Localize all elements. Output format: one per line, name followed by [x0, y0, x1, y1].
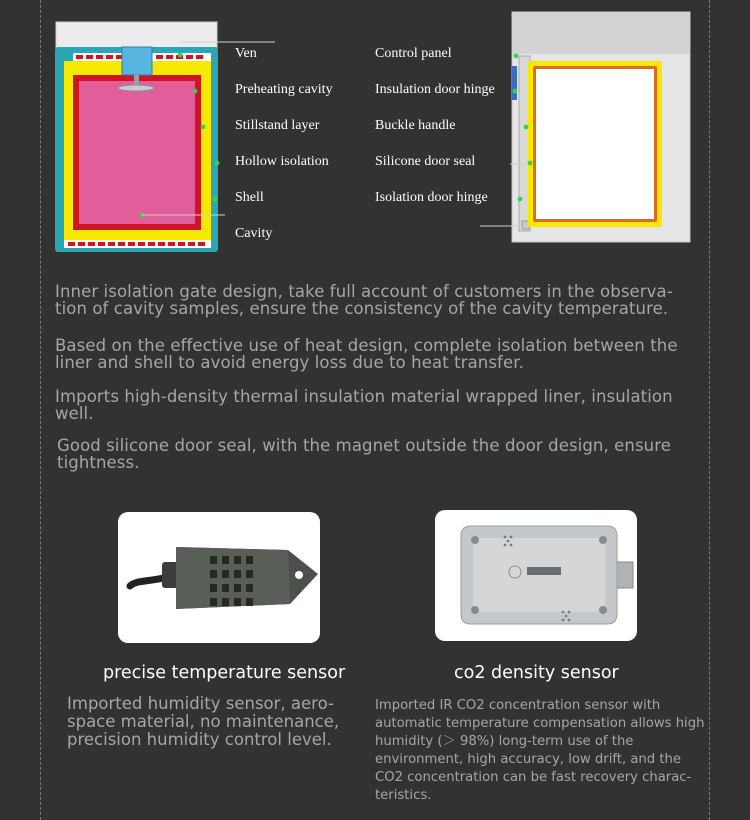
label-insulation-door-hinge: Insulation door hinge — [375, 82, 495, 97]
paragraph-inner-isolation-gate: Inner isolation gate design, take full account of customers in the observa-tion of cavity samples, ensure the consistency of the cavity temperature. — [55, 282, 673, 318]
label-silicone-door-seal: Silicone door seal — [375, 154, 476, 169]
label-preheating-cavity: Preheating cavity — [235, 82, 333, 97]
label-ven: Ven — [235, 46, 257, 61]
co2-sensor-description: Imported IR CO2 concentration sensor with automatic temperature compensation allows high humidity (＞ 98%) long-term use of the environment, high accuracy, low drift, and the CO2 concentration can be fast recovery charac-teristics. — [375, 698, 705, 803]
paragraph-insulation-material: Imports high-density thermal insulation material wrapped liner, insulation well. — [55, 387, 673, 423]
temperature-sensor-title: precise temperature sensor — [103, 663, 346, 683]
temperature-sensor-illustration — [118, 512, 320, 643]
label-cavity: Cavity — [235, 226, 273, 241]
label-shell: Shell — [235, 190, 264, 205]
temperature-sensor-image — [118, 512, 320, 643]
paragraph-heat-design: Based on the effective use of heat design, complete isolation between the liner and shell to avoid energy loss due to heat transfer. — [55, 336, 678, 372]
co2-sensor-image — [435, 510, 637, 641]
label-control-panel: Control panel — [375, 46, 452, 61]
label-hollow-isolation: Hollow isolation — [235, 154, 329, 169]
co2-sensor-illustration — [435, 510, 637, 641]
co2-sensor-title: co2 density sensor — [454, 663, 619, 683]
label-buckle-handle: Buckle handle — [375, 118, 456, 133]
label-isolation-door-hinge: Isolation door hinge — [375, 190, 488, 205]
right-dashed-border — [709, 0, 710, 820]
temperature-sensor-description: Imported humidity sensor, aero-space material, no maintenance, precision humidity control level. — [67, 694, 340, 749]
label-stillstand-layer: Stillstand layer — [235, 118, 320, 133]
incubator-door-diagram — [470, 0, 700, 260]
paragraph-silicone-door-seal: Good silicone door seal, with the magnet outside the door design, ensure tightness. — [57, 436, 671, 472]
